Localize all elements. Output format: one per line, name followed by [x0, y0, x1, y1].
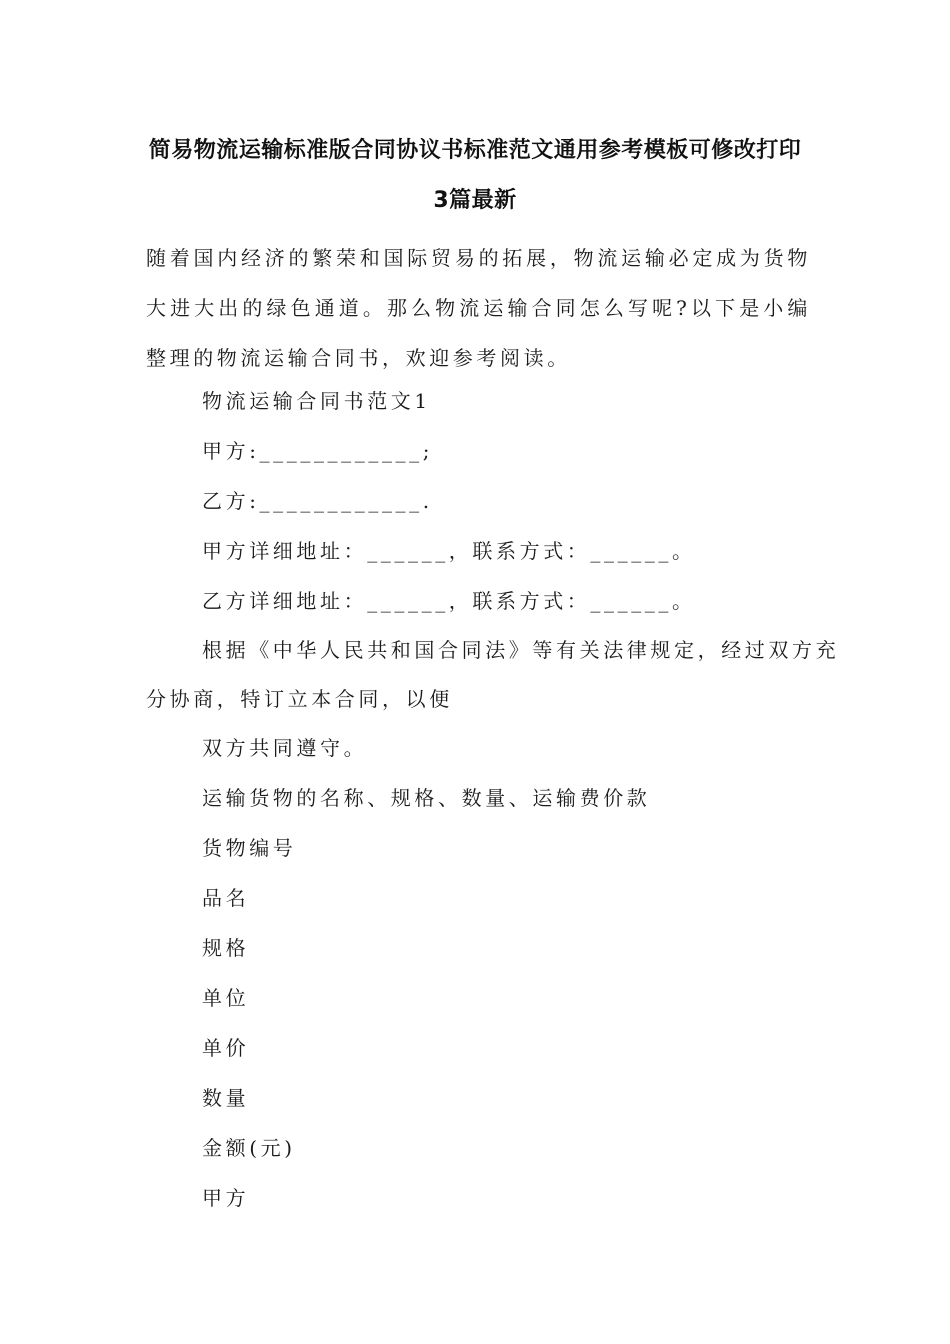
field-unit: 单位 [202, 986, 250, 1010]
field-party-a: 甲方 [202, 1186, 250, 1210]
party-a-line: 甲方:____________; [202, 439, 434, 463]
basis-line-2: 分协商，特订立本合同，以便 [146, 687, 453, 711]
basis-line-1: 根据《中华人民共和国合同法》等有关法律规定，经过双方充 [202, 638, 840, 662]
goods-heading: 运输货物的名称、规格、数量、运输费价款 [202, 786, 651, 810]
document-title-line-2: 3篇最新 [433, 188, 517, 213]
party-a-address-line: 甲方详细地址：______，联系方式：______。 [202, 539, 696, 563]
field-quantity: 数量 [202, 1086, 250, 1110]
party-b-address-line: 乙方详细地址：______，联系方式：______。 [202, 589, 696, 613]
section-heading: 物流运输合同书范文1 [202, 389, 431, 413]
party-b-line: 乙方:____________. [202, 489, 433, 513]
field-amount: 金额(元) [202, 1136, 296, 1160]
basis-line-3: 双方共同遵守。 [202, 736, 368, 760]
intro-paragraph: 随着国内经济的繁荣和国际贸易的拓展，物流运输必定成为货物大进大出的绿色通道。那么物流运输合同怎么写呢?以下是小编整理的物流运输合同书，欢迎参考阅读。 [146, 246, 811, 370]
field-unit-price: 单价 [202, 1036, 250, 1060]
field-product-name: 品名 [202, 886, 250, 910]
field-goods-number: 货物编号 [202, 836, 297, 860]
field-specification: 规格 [202, 936, 250, 960]
document-title-line-1: 简易物流运输标准版合同协议书标准范文通用参考模板可修改打印 [148, 138, 802, 163]
